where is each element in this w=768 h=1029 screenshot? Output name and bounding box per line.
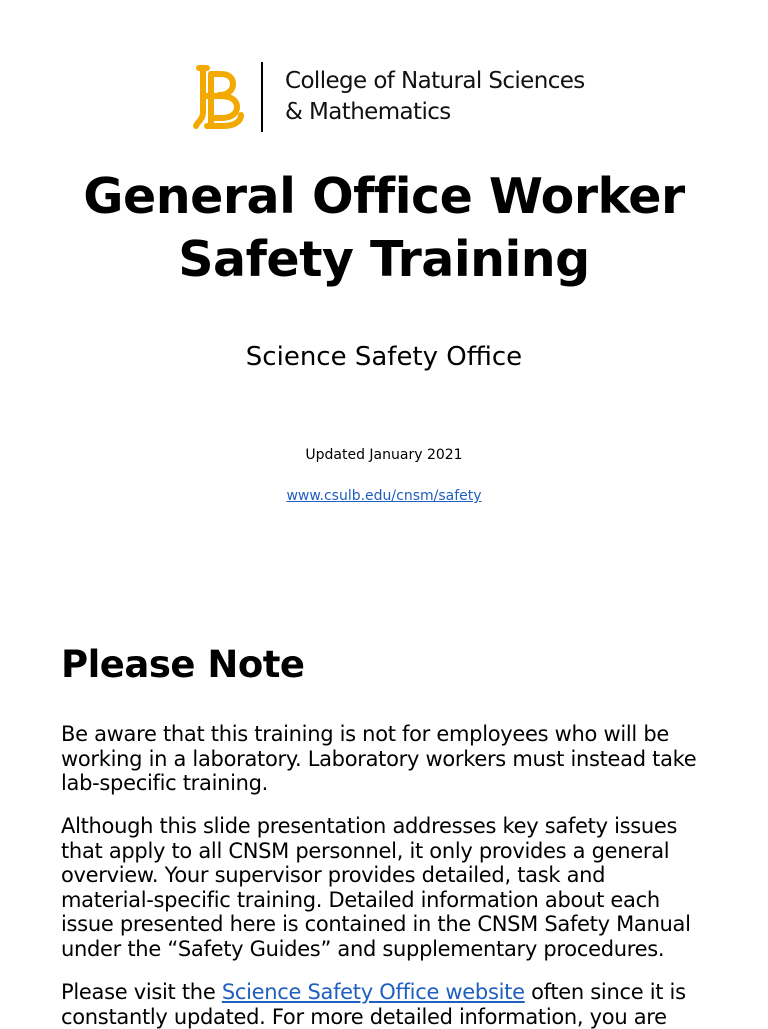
text-line: Although this slide presentation addresses key safety issues xyxy=(61,814,731,839)
text-line: lab-specific training. xyxy=(61,771,731,796)
please-note-slide xyxy=(0,585,768,1024)
text-line xyxy=(61,980,731,1005)
p3-prefix: Please visit the xyxy=(61,980,222,1004)
safety-url xyxy=(0,488,768,504)
slide-title-line1: General Office Worker xyxy=(0,165,768,228)
text-line: under the “Safety Guides” and supplementary procedures. xyxy=(61,937,731,962)
college-name xyxy=(285,66,585,128)
slide-title-line2: Safety Training xyxy=(0,228,768,291)
p3-suffix: often since it is xyxy=(525,980,686,1004)
lb-logo-icon xyxy=(193,62,245,132)
text-line: that apply to all CNSM personnel, it only provides a general xyxy=(61,839,731,864)
text-line: issue presented here is contained in the CNSM Safety Manual xyxy=(61,912,731,937)
note-paragraph-2 xyxy=(61,814,731,961)
college-name-line2: & Mathematics xyxy=(285,97,585,128)
note-heading: Please Note xyxy=(61,643,305,686)
text-line: material-specific training. Detailed information about each xyxy=(61,888,731,913)
slide-subtitle: Science Safety Office xyxy=(0,342,768,372)
text-line: constantly updated. For more detailed information, you are xyxy=(61,1005,731,1029)
updated-date: Updated January 2021 xyxy=(0,447,768,463)
science-safety-office-link[interactable]: Science Safety Office website xyxy=(222,980,525,1004)
text-line: overview. Your supervisor provides detailed, task and xyxy=(61,863,731,888)
college-logo xyxy=(193,60,585,134)
college-name-line1: College of Natural Sciences xyxy=(285,66,585,97)
safety-url-link[interactable]: www.csulb.edu/cnsm/safety xyxy=(286,488,481,504)
logo-divider xyxy=(261,62,263,132)
note-paragraph-1 xyxy=(61,722,731,796)
text-line: working in a laboratory. Laboratory workers must instead take xyxy=(61,747,731,772)
text-line: Be aware that this training is not for employees who will be xyxy=(61,722,731,747)
slide-title xyxy=(0,165,768,291)
note-paragraph-3 xyxy=(61,980,731,1029)
